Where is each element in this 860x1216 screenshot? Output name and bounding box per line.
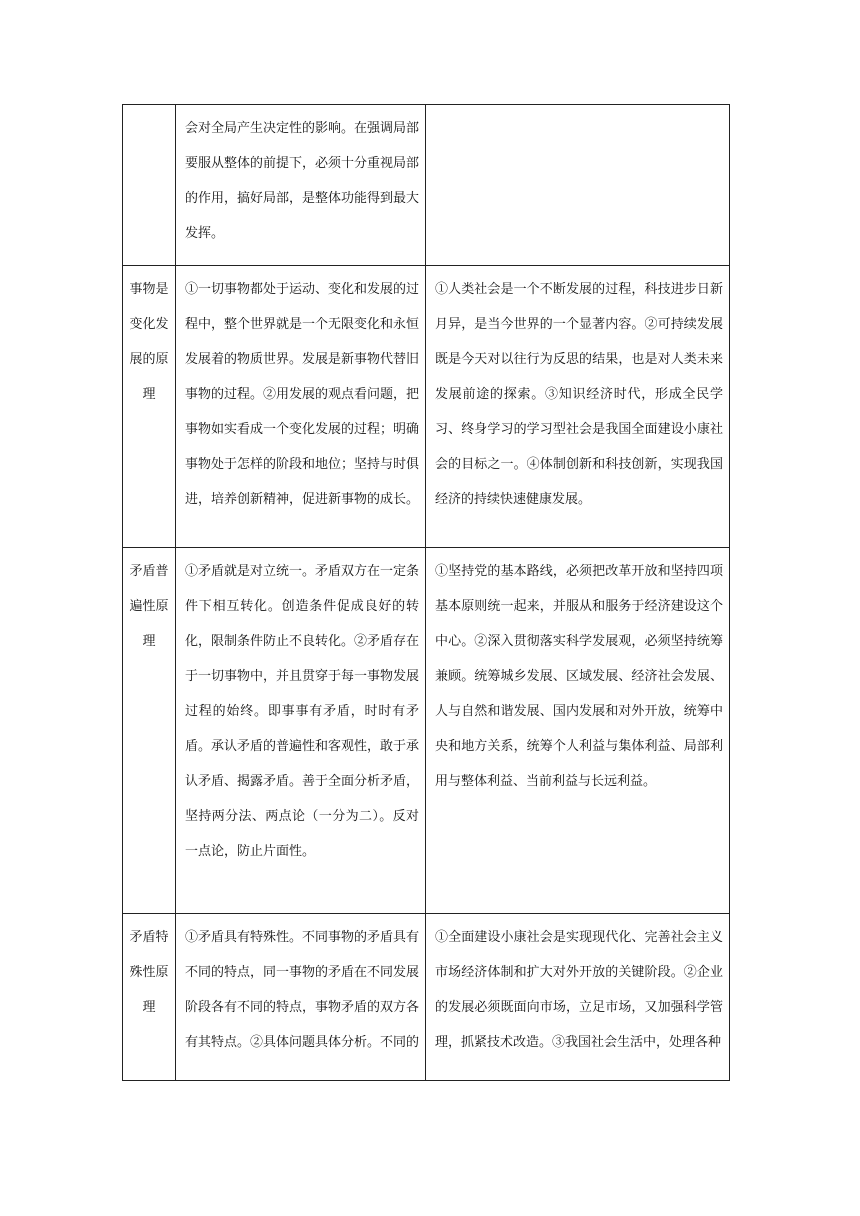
principle-label-cell <box>123 266 176 548</box>
principle-label: 事物是变化发展的原理 <box>129 282 169 402</box>
table-row <box>123 266 730 548</box>
principle-application-cell <box>426 548 730 914</box>
principle-application-cell <box>426 914 730 1081</box>
principle-application-cell <box>426 105 730 266</box>
principle-label-cell <box>123 105 176 266</box>
principle-content: 会对全局产生决定性的影响。在强调局部要服从整体的前提下，必须十分重视局部的作用，搞好局部，是整体功能得到最大发挥。 <box>185 121 420 241</box>
principle-application: ①全面建设小康社会是实现现代化、完善社会主义市场经济体制和扩大对外开放的关键阶段。②企业的发展必须既面向市场，立足市场，又加强科学管理，抓紧技术改造。③我国社会生活中，处理各种 <box>435 930 723 1050</box>
principle-application: ①人类社会是一个不断发展的过程，科技进步日新月异，是当今世界的一个显著内容。②可持续发展既是今天对以往行为反思的结果，也是对人类未来发展前途的探索。③知识经济时代，形成全民学习、终身学习的学习型社会是我国全面建设小康社会的目标之一。④体制创新和科技创新，实现我国经济的持续快速健康发展。 <box>435 282 723 507</box>
principle-label-cell <box>123 548 176 914</box>
principle-content-cell <box>176 914 426 1081</box>
principle-content-cell <box>176 266 426 548</box>
principle-content: ①一切事物都处于运动、变化和发展的过程中，整个世界就是一个无限变化和永恒发展着的物质世界。发展是新事物代替旧事物的过程。②用发展的观点看问题，把事物如实看成一个变化发展的过程；明确事物处于怎样的阶段和地位；坚持与时俱进，培养创新精神，促进新事物的成长。 <box>185 282 420 507</box>
principle-content-cell <box>176 105 426 266</box>
table-row <box>123 548 730 914</box>
principle-application <box>426 105 729 111</box>
principle-content: ①矛盾具有特殊性。不同事物的矛盾具有不同的特点，同一事物的矛盾在不同发展阶段各有不同的特点，事物矛盾的双方各有其特点。②具体问题具体分析。不同的 <box>185 930 420 1050</box>
principle-label-cell <box>123 914 176 1081</box>
table-row <box>123 105 730 266</box>
principle-application: ①坚持党的基本路线，必须把改革开放和坚持四项基本原则统一起来，并服从和服务于经济建设这个中心。②深入贯彻落实科学发展观，必须坚持统筹兼顾。统筹城乡发展、区域发展、经济社会发展、人与自然和谐发展、国内发展和对外开放，统筹中央和地方关系，统筹个人利益与集体利益、局部利用与整体利益、当前利益与长远利益。 <box>435 564 723 789</box>
principles-table <box>122 104 730 1081</box>
principle-label: 矛盾普遍性原理 <box>129 564 169 649</box>
principle-application-cell <box>426 266 730 548</box>
principle-content-cell <box>176 548 426 914</box>
table-row <box>123 914 730 1081</box>
principle-label: 矛盾特殊性原理 <box>129 930 169 1015</box>
principle-content: ①矛盾就是对立统一。矛盾双方在一定条件下相互转化。创造条件促成良好的转化，限制条件防止不良转化。②矛盾存在于一切事物中，并且贯穿于每一事物发展过程的始终。即事事有矛盾，时时有矛盾。承认矛盾的普遍性和客观性，敢于承认矛盾、揭露矛盾。善于全面分析矛盾，坚持两分法、两点论（一分为二）。反对一点论，防止片面性。 <box>185 564 420 859</box>
